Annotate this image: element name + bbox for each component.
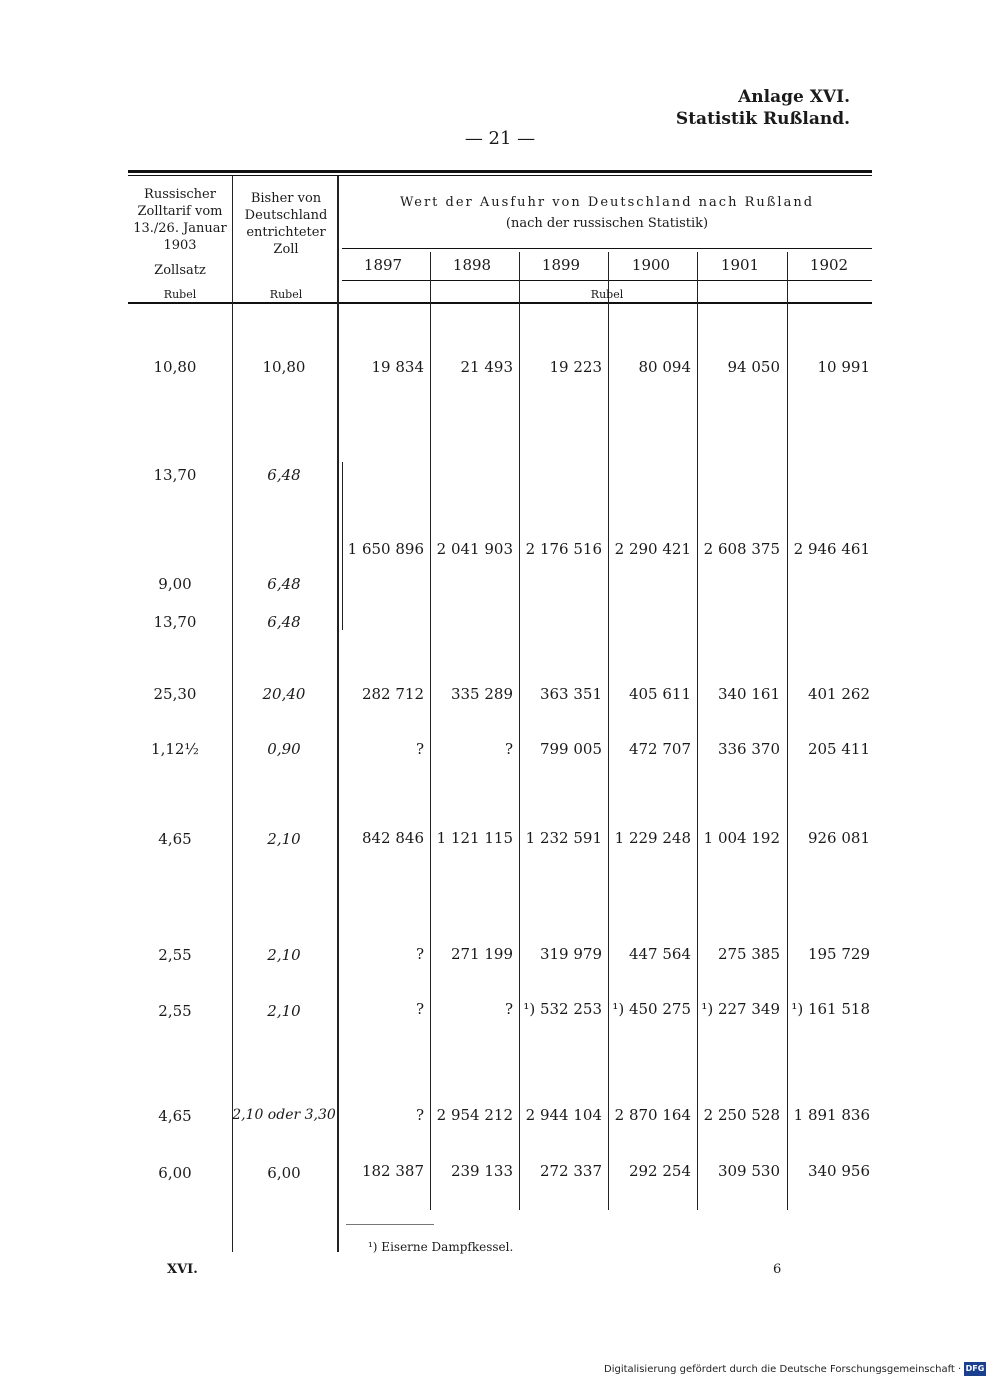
value-cell: 363 351 (539, 685, 602, 703)
value-cell: 447 564 (628, 945, 691, 963)
zollsatz-cell: 25,30 (153, 685, 197, 703)
year-header: 1899 (541, 256, 581, 274)
value-cell: 195 729 (807, 945, 870, 963)
col1-subheader: Zollsatz (154, 263, 206, 278)
value-cell: 275 385 (717, 945, 780, 963)
year-header: 1897 (363, 256, 403, 274)
value-cell: 1 891 836 (793, 1106, 870, 1124)
zollsatz-cell: 9,00 (158, 575, 192, 593)
value-cell: 340 956 (807, 1162, 870, 1180)
value-cell: 1 229 248 (614, 829, 691, 847)
value-cell: 2 608 375 (703, 540, 780, 558)
year-header: 1901 (720, 256, 760, 274)
value-cell: 405 611 (628, 685, 691, 703)
value-cell: 401 262 (807, 685, 870, 703)
zollsatz-cell: 13,70 (153, 466, 197, 484)
zollsatz-cell: 6,00 (158, 1164, 192, 1182)
zollsatz-cell: 13,70 (153, 613, 197, 631)
bisher-cell: 2,10 oder 3,30 (232, 1107, 336, 1123)
year-divider-1 (430, 252, 431, 1210)
years-rule (342, 280, 872, 281)
year-header: 1898 (452, 256, 492, 274)
year-header: 1900 (631, 256, 671, 274)
value-cell: 842 846 (361, 829, 424, 847)
page-number: — 21 — (464, 128, 536, 149)
value-cell: 2 946 461 (793, 540, 870, 558)
footer-sheet-number: 6 (773, 1262, 782, 1277)
header-bottom-rule (128, 302, 872, 304)
annex-label (676, 86, 850, 130)
col2-unit: Rubel (269, 288, 303, 301)
footnote-rule (346, 1224, 434, 1225)
year-divider-4 (697, 252, 698, 1210)
value-cell: 309 530 (717, 1162, 780, 1180)
zollsatz-cell: 2,55 (158, 1002, 192, 1020)
value-cell: 472 707 (628, 740, 691, 758)
value-cell: 2 870 164 (614, 1106, 691, 1124)
value-cell: ¹) 450 275 (612, 1000, 691, 1018)
value-cell: 336 370 (717, 740, 780, 758)
value-cell: 2 041 903 (436, 540, 513, 558)
table-top-rule (128, 170, 872, 173)
value-cell: ¹) 161 518 (791, 1000, 870, 1018)
value-cell: ¹) 227 349 (701, 1000, 780, 1018)
col1-divider (232, 176, 233, 1252)
value-cell: 2 290 421 (614, 540, 691, 558)
value-cell: 340 161 (717, 685, 780, 703)
table-top-rule-thin (128, 175, 872, 176)
bisher-cell: 2,10 (267, 946, 301, 964)
bisher-cell: 6,48 (267, 466, 301, 484)
footer-signature: XVI. (167, 1262, 198, 1277)
footnote: ¹) Eiserne Dampfkessel. (368, 1240, 514, 1254)
value-cell: 10 991 (817, 358, 870, 376)
year-header: 1902 (809, 256, 849, 274)
bisher-cell: 0,90 (267, 740, 301, 758)
zollsatz-cell: 1,12½ (151, 740, 199, 758)
value-cell: 80 094 (638, 358, 691, 376)
value-cell: 2 954 212 (436, 1106, 513, 1124)
col1-unit: Rubel (163, 288, 197, 301)
value-cell: ? (415, 945, 424, 963)
bisher-cell: 6,00 (267, 1164, 301, 1182)
value-cell: 335 289 (450, 685, 513, 703)
digitization-credit: Digitalisierung gefördert durch die Deutsche Forschungsgemeinschaft · (604, 1364, 962, 1375)
value-cell: 1 121 115 (436, 829, 513, 847)
zollsatz-cell: 10,80 (153, 358, 197, 376)
value-cell: 2 944 104 (525, 1106, 602, 1124)
value-cell: 1 004 192 (703, 829, 780, 847)
value-cell: 21 493 (460, 358, 513, 376)
year-divider-5 (787, 252, 788, 1210)
bisher-cell: 20,40 (262, 685, 306, 703)
col2-divider (337, 176, 339, 1252)
value-cell: 19 223 (549, 358, 602, 376)
bisher-cell: 6,48 (267, 613, 301, 631)
value-cell: ? (504, 1000, 513, 1018)
annex-subtitle: Statistik Rußland. (675, 109, 850, 129)
zollsatz-cell: 4,65 (158, 830, 192, 848)
value-cell: ? (504, 740, 513, 758)
value-cell: 2 176 516 (525, 540, 602, 558)
value-cell: 1 232 591 (525, 829, 602, 847)
zollsatz-cell: 2,55 (158, 946, 192, 964)
value-cell: 19 834 (371, 358, 424, 376)
zollsatz-cell: 4,65 (158, 1107, 192, 1125)
value-cell: 282 712 (361, 685, 424, 703)
value-cell: ¹) 532 253 (523, 1000, 602, 1018)
bisher-cell: 2,10 (267, 830, 301, 848)
value-cell: ? (415, 1000, 424, 1018)
value-cell: 239 133 (450, 1162, 513, 1180)
year-divider-2 (519, 252, 520, 1210)
bisher-cell: 6,48 (267, 575, 301, 593)
annex-title: Anlage XVI. (738, 87, 850, 107)
value-cell: 1 650 896 (347, 540, 424, 558)
dfg-logo: DFG (964, 1362, 986, 1376)
value-cell: 182 387 (361, 1162, 424, 1180)
value-cell: 799 005 (539, 740, 602, 758)
col2-header: Bisher von Deutschland entrichteter Zoll (244, 191, 328, 257)
value-cell: 205 411 (807, 740, 870, 758)
value-cell: 319 979 (539, 945, 602, 963)
col1-header: Russischer Zolltarif vom 13./26. Januar 1903 (133, 187, 227, 253)
bisher-cell: 2,10 (267, 1002, 301, 1020)
value-cell: 272 337 (539, 1162, 602, 1180)
value-cell: ? (415, 740, 424, 758)
value-cell: 926 081 (807, 829, 870, 847)
bisher-cell: 10,80 (262, 358, 306, 376)
value-cell: 94 050 (727, 358, 780, 376)
group-header-note: (nach der russischen Statistik) (505, 216, 709, 231)
group-header-rule (342, 248, 872, 249)
value-cell: 292 254 (628, 1162, 691, 1180)
value-cell: 271 199 (450, 945, 513, 963)
value-cell: 2 250 528 (703, 1106, 780, 1124)
group-unit: Rubel (590, 288, 624, 301)
value-cell: ? (415, 1106, 424, 1124)
group-header: Wert der Ausfuhr von Deutschland nach Rußland (399, 195, 815, 210)
year-divider-3 (608, 252, 609, 1210)
